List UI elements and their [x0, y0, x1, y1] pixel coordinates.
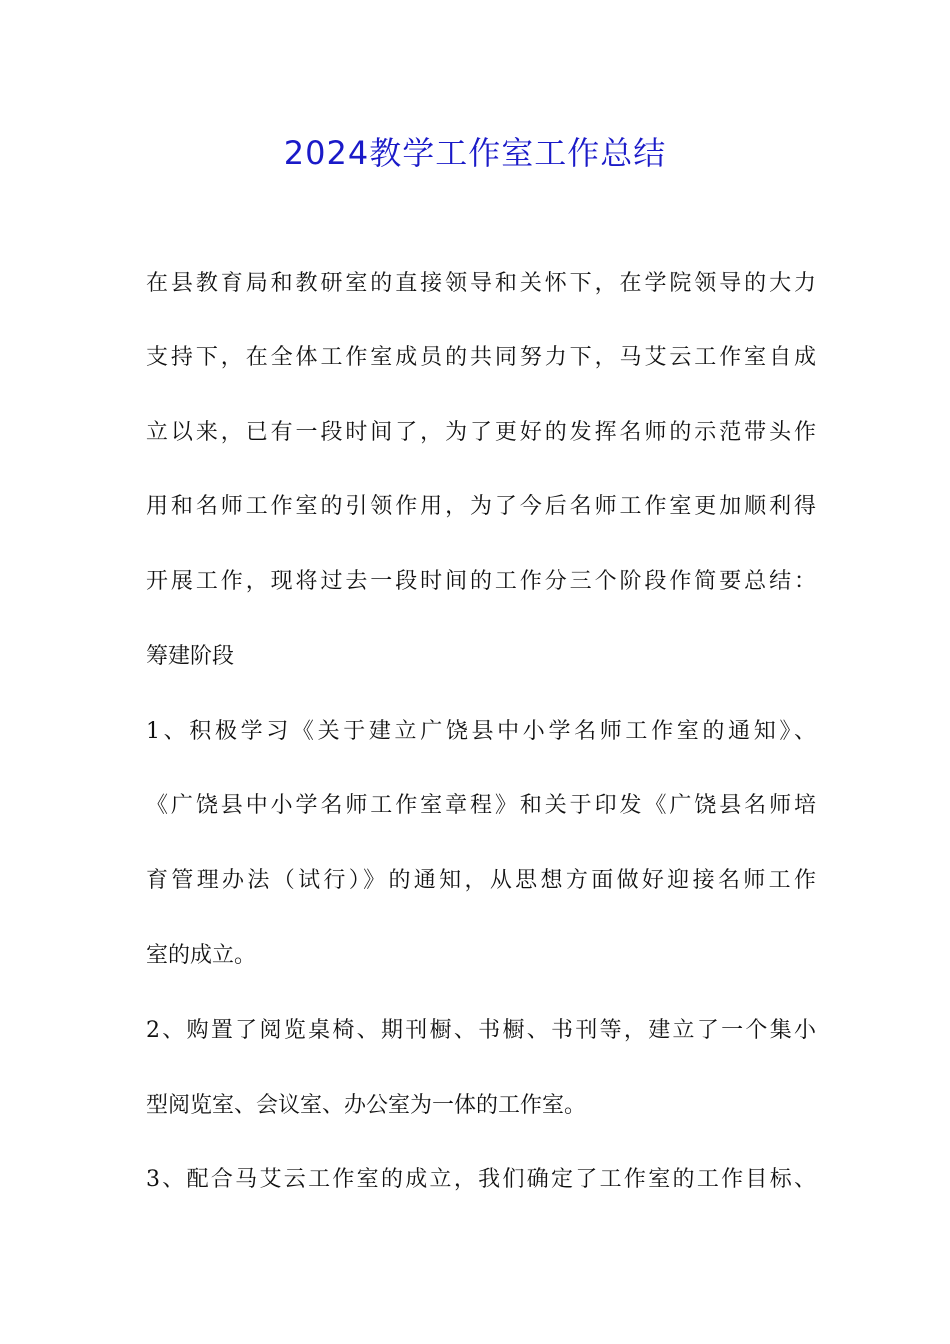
- body-line: 用和名师工作室的引领作用，为了今后名师工作室更加顺利得: [146, 494, 816, 519]
- body-line: 育管理办法（试行）》的通知，从思想方面做好迎接名师工作: [146, 868, 816, 893]
- body-line: 型阅览室、会议室、办公室为一体的工作室。: [146, 1093, 587, 1118]
- body-line: 支持下，在全体工作室成员的共同努力下，马艾云工作室自成: [146, 345, 816, 370]
- document-title: 2024教学工作室工作总结: [283, 134, 667, 172]
- body-line: 室的成立。: [146, 943, 257, 968]
- body-line: 立以来，已有一段时间了，为了更好的发挥名师的示范带头作: [146, 420, 816, 445]
- section-heading: 筹建阶段: [146, 644, 235, 669]
- body-line: 1、积极学习《关于建立广饶县中小学名师工作室的通知》、: [146, 719, 816, 744]
- body-line: 开展工作，现将过去一段时间的工作分三个阶段作简要总结：: [146, 569, 816, 594]
- body-line: 《广饶县中小学名师工作室章程》和关于印发《广饶县名师培: [146, 793, 816, 818]
- body-line: 3、配合马艾云工作室的成立，我们确定了工作室的工作目标、: [146, 1167, 816, 1192]
- body-line: 在县教育局和教研室的直接领导和关怀下，在学院领导的大力: [146, 271, 816, 296]
- body-line: 2、购置了阅览桌椅、期刊橱、书橱、书刊等，建立了一个集小: [146, 1018, 816, 1043]
